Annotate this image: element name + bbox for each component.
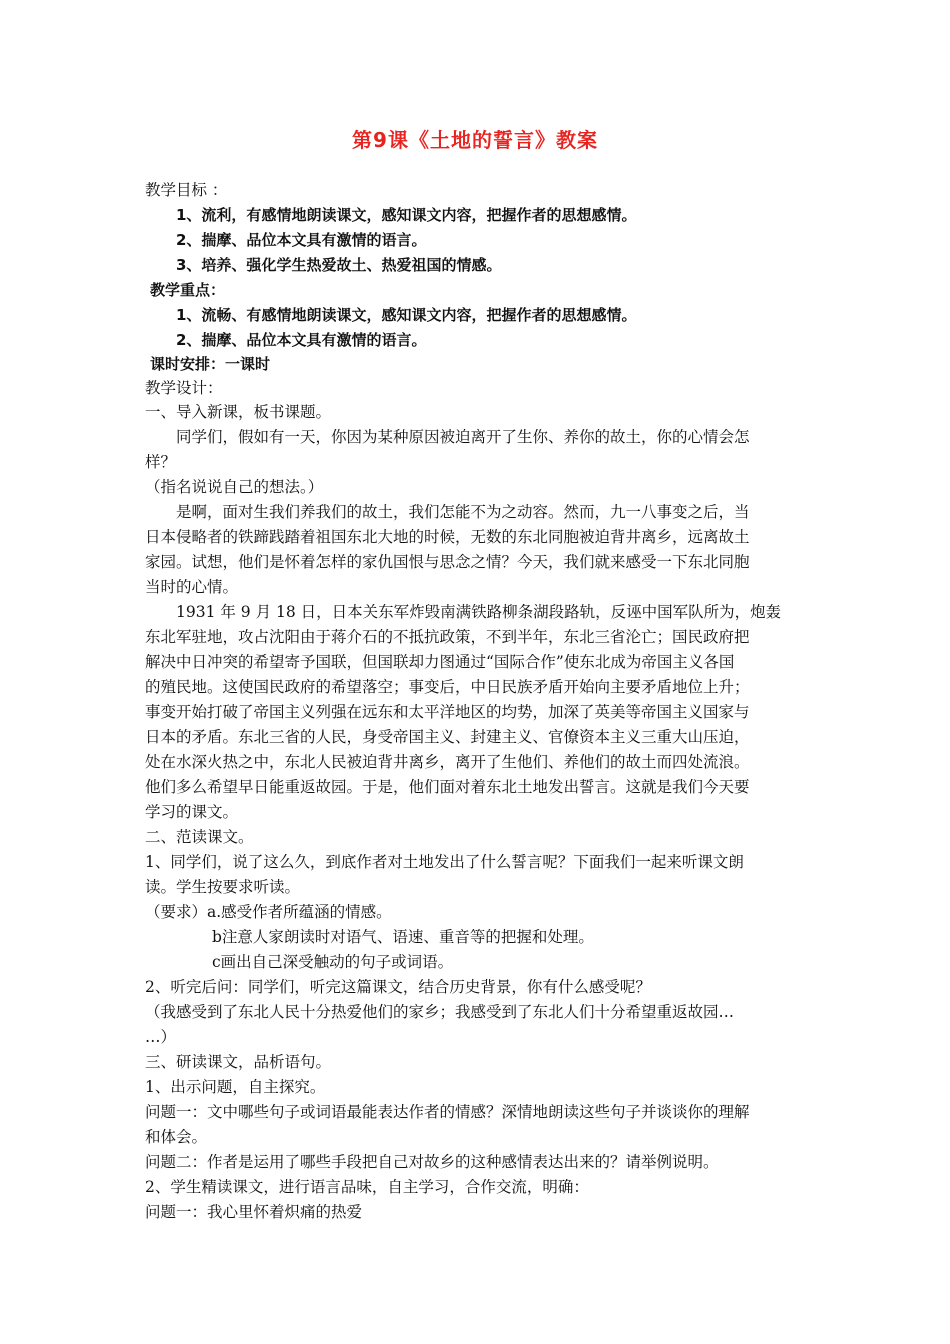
body-line: （要求）a.感受作者所蕴涵的情感。	[145, 903, 392, 921]
section-heading: 二、范读课文。	[145, 828, 254, 846]
body-line: 学习的课文。	[145, 803, 239, 821]
body-line: 东北军驻地，攻占沈阳由于蒋介石的不抵抗政策，不到半年，东北三省沦亡；国民政府把	[145, 628, 750, 646]
body-line: 问题一：我心里怀着炽痛的热爱	[145, 1203, 363, 1221]
goals-heading: 教学目标 ：	[145, 181, 228, 199]
body-line: 家园。试想，他们是怀着怎样的家仇国恨与思念之情？今天，我们就来感受一下东北同胞	[145, 553, 750, 571]
body-line: 问题二：作者是运用了哪些手段把自己对故乡的这种感情表达出来的？请举例说明。	[145, 1153, 719, 1171]
body-line: 问题一：文中哪些句子或词语最能表达作者的情感？深情地朗读这些句子并谈谈你的理解	[145, 1103, 750, 1121]
body-line: 和体会。	[145, 1128, 208, 1146]
body-line: 1、同学们，说了这么久，到底作者对土地发出了什么誓言呢？下面我们一起来听课文朗	[145, 853, 744, 871]
body-line: 日本侵略者的铁蹄践踏着祖国东北大地的时候，无数的东北同胞被迫背井离乡，远离故土	[145, 528, 750, 546]
focus-item: 2、揣摩、品位本文具有激情的语言。	[176, 331, 427, 349]
body-line: 当时的心情。	[145, 578, 239, 596]
body-line: 2、听完后问：同学们，听完这篇课文，结合历史背景，你有什么感受呢？	[145, 978, 651, 996]
body-line: 是啊，面对生我们养我们的故土，我们怎能不为之动容。然而，九一八事变之后，当	[176, 503, 750, 521]
body-line: （指名说说自己的想法。）	[145, 478, 324, 496]
section-heading: 一、导入新课，板书课题。	[145, 403, 332, 421]
goal-item: 3、培养、强化学生热爱故土、热爱祖国的情感。	[176, 256, 502, 274]
body-line: …）	[145, 1028, 177, 1046]
body-line: b注意人家朗读时对语气、语速、重音等的把握和处理。	[212, 928, 594, 946]
body-line: 解决中日冲突的希望寄予国联，但国联却力图通过“国际合作”使东北成为帝国主义各国	[145, 653, 735, 671]
body-line: 1、出示问题，自主探究。	[145, 1078, 326, 1096]
body-line: 日本的矛盾。东北三省的人民，身受帝国主义、封建主义、官僚资本主义三重大山压迫，	[145, 728, 750, 746]
body-line: 2、学生精读课文，进行语言品味，自主学习，合作交流，明确：	[145, 1178, 589, 1196]
design-heading: 教学设计：	[145, 379, 223, 397]
body-line: 处在水深火热之中，东北人民被迫背井离乡，离开了生他们、养他们的故土而四处流浪。	[145, 753, 750, 771]
body-line: 样？	[145, 453, 177, 471]
body-line: 事变开始打破了帝国主义列强在远东和太平洋地区的均势，加深了英美等帝国主义国家与	[145, 703, 750, 721]
body-line: 同学们，假如有一天，你因为某种原因被迫离开了生你、养你的故土，你的心情会怎	[176, 428, 750, 446]
body-line: 1931 年 9 月 18 日，日本关东军炸毁南满铁路柳条湖段路轨，反诬中国军队所为，炮轰	[176, 603, 782, 621]
goal-item: 1、流利，有感情地朗读课文，感知课文内容，把握作者的思想感情。	[176, 206, 637, 224]
body-line: 读。学生按要求听读。	[145, 878, 301, 896]
body-line: （我感受到了东北人民十分热爱他们的家乡；我感受到了东北人们十分希望重返故园…	[145, 1003, 735, 1021]
body-line: 的殖民地。这使国民政府的希望落空；事变后，中日民族矛盾开始向主要矛盾地位上升；	[145, 678, 750, 696]
focus-heading: 教学重点：	[150, 281, 226, 299]
schedule: 课时安排：一课时	[150, 355, 271, 373]
section-heading: 三、研读课文，品析语句。	[145, 1053, 332, 1071]
goal-item: 2、揣摩、品位本文具有激情的语言。	[176, 231, 427, 249]
body-line: 他们多么希望早日能重返故园。于是，他们面对着东北土地发出誓言。这就是我们今天要	[145, 778, 750, 796]
focus-item: 1、流畅、有感情地朗读课文，感知课文内容，把握作者的思想感情。	[176, 306, 637, 324]
body-line: c画出自己深受触动的句子或词语。	[212, 953, 454, 971]
lesson-title: 第9课《土地的誓言》教案	[352, 128, 598, 152]
